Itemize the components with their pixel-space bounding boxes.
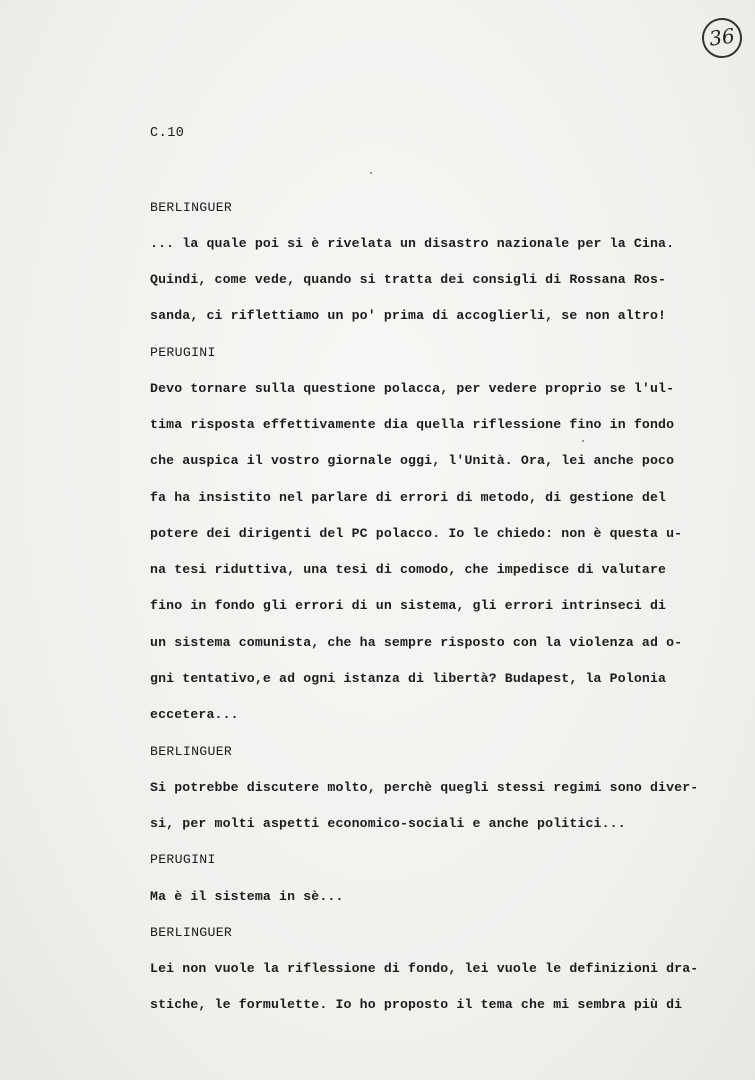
text-line: fa ha insistito nel parlare di errori di metodo, di gestione del: [150, 490, 667, 505]
speaker-label: PERUGINI: [150, 345, 216, 360]
text-line: Lei non vuole la riflessione di fondo, lei vuole le definizioni dra-: [150, 961, 699, 976]
text-line: stiche, le formulette. Io ho proposto il tema che mi sembra più di: [150, 997, 683, 1012]
text-line: sanda, ci riflettiamo un po' prima di accoglierli, se non altro!: [150, 308, 667, 323]
text-line: fino in fondo gli errori di un sistema, gli errori intrinseci di: [150, 598, 667, 613]
text-line: ... la quale poi si è rivelata un disastro nazionale per la Cina.: [150, 236, 675, 251]
text-line: si, per molti aspetti economico-sociali e anche politici...: [150, 816, 626, 831]
speaker-label: PERUGINI: [150, 852, 216, 867]
text-line: gni tentativo,e ad ogni istanza di libertà? Budapest, la Polonia: [150, 671, 667, 686]
text-line: Ma è il sistema in sè...: [150, 889, 344, 904]
text-line: un sistema comunista, che ha sempre risposto con la violenza ad o-: [150, 635, 683, 650]
text-line: Si potrebbe discutere molto, perchè quegli stessi regimi sono diver-: [150, 780, 699, 795]
page-number: 36: [707, 23, 737, 51]
text-line: che auspica il vostro giornale oggi, l'Unità. Ora, lei anche poco: [150, 453, 675, 468]
text-line: eccetera...: [150, 707, 239, 722]
page-number-stamp: [699, 15, 744, 60]
section-code: C.10: [150, 126, 185, 141]
text-line: tima risposta effettivamente dia quella riflessione fino in fondo: [150, 417, 675, 432]
text-line: Quindi, come vede, quando si tratta dei consigli di Rossana Ros-: [150, 272, 667, 287]
text-line: Devo tornare sulla questione polacca, per vedere proprio se l'ul-: [150, 381, 675, 396]
paper-speck: [370, 172, 372, 174]
text-line: na tesi riduttiva, una tesi di comodo, che impedisce di valutare: [150, 562, 667, 577]
text-line: potere dei dirigenti del PC polacco. Io le chiedo: non è questa u-: [150, 526, 683, 541]
speaker-label: BERLINGUER: [150, 200, 233, 215]
speaker-label: BERLINGUER: [150, 925, 233, 940]
paper-speck: [582, 440, 584, 442]
speaker-label: BERLINGUER: [150, 744, 233, 759]
